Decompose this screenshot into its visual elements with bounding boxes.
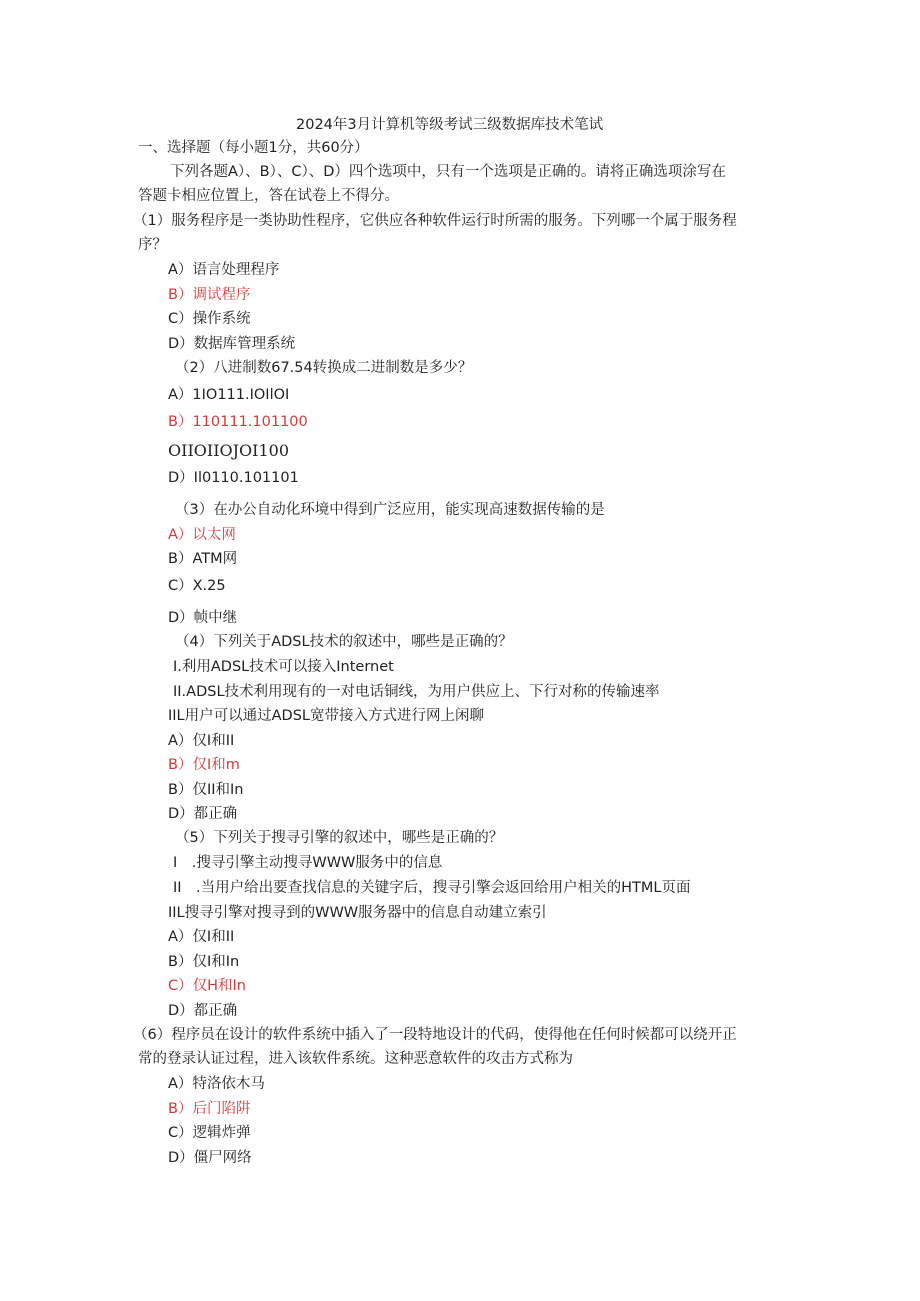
q4-statement-1: I.利用ADSL技术可以接入Internet	[173, 659, 394, 675]
q5-statement-1: I .搜寻引擎主动搜寻WWW服务中的信息	[173, 855, 443, 871]
q5-statement-3: IIL搜寻引擎对搜寻到的WWW服务器中的信息自动建立索引	[168, 905, 547, 921]
q6-stem-line-1: （6）程序员在设计的软件系统中插入了一段特地设计的代码，使得他在任何时候都可以绕开正	[133, 1027, 737, 1043]
q6-option-a: A）特洛依木马	[168, 1076, 265, 1092]
q4-option-a: A）仅I和II	[168, 733, 235, 749]
q4-option-d: D）都正确	[168, 806, 238, 822]
q2-option-d: D）Il0110.101101	[168, 470, 299, 486]
q2-option-a: A）1IO111.IOIlOI	[168, 387, 290, 403]
q5-stem: （5）下列关于搜寻引擎的叙述中，哪些是正确的？	[175, 830, 504, 846]
q1-option-d: D）数据库管理系统	[168, 336, 296, 352]
q4-statement-2: II.ADSL技术利用现有的一对电话铜线，为用户供应上、下行对称的传输速率	[173, 684, 660, 700]
q1-stem-line-1: （1）服务程序是一类协助性程序，它供应各种软件运行时所需的服务。下列哪一个属于服务程	[133, 213, 737, 229]
q3-stem: （3）在办公自动化环境中得到广泛应用，能实现高速数据传输的是	[175, 502, 605, 518]
instructions-line-1: 下列各题A）、B）、C）、D）四个选项中，只有一个选项是正确的。请将正确选项涂写在	[170, 164, 726, 180]
q3-option-a-answer: A）以太网	[168, 527, 236, 543]
q5-option-c-answer: C）仅H和In	[168, 978, 246, 994]
q5-option-d: D）都正确	[168, 1003, 238, 1019]
q5-statement-2: II .当用户给出要查找信息的关键字后，搜寻引擎会返回给用户相关的HTML页面	[173, 880, 691, 896]
q4-statement-3: IIL用户可以通过ADSL宽带接入方式进行网上闲聊	[168, 708, 484, 724]
q6-option-d: D）僵尸网络	[168, 1150, 252, 1166]
q5-option-b: B）仅I和In	[168, 954, 240, 970]
instructions-line-2: 答题卡相应位置上，答在试卷上不得分。	[138, 188, 399, 204]
section-heading: 一、选择题（每小题1分，共60分）	[138, 140, 369, 156]
q4-stem: （4）下列关于ADSL技术的叙述中，哪些是正确的？	[175, 634, 513, 650]
q3-option-c: C）X.25	[168, 578, 226, 594]
q6-stem-line-2: 常的登录认证过程，进入该软件系统。这种恶意软件的攻击方式称为	[138, 1051, 573, 1067]
q4-option-b-answer: B）仅I和m	[168, 757, 240, 773]
q2-option-c: OIIOIIOJOI100	[168, 441, 290, 460]
q5-option-a: A）仅I和II	[168, 929, 235, 945]
q2-option-b-answer: B）110111.101100	[168, 414, 308, 430]
q1-option-c: C）操作系统	[168, 311, 251, 327]
q1-option-a: A）语言处理程序	[168, 262, 280, 278]
q3-option-d: D）帧中继	[168, 610, 238, 626]
q6-option-b-answer: B）后门陷阱	[168, 1101, 251, 1117]
q3-option-b: B）ATM网	[168, 551, 238, 567]
q2-stem: （2）八进制数67.54转换成二进制数是多少？	[175, 360, 473, 376]
q4-option-c: B）仅II和In	[168, 782, 244, 798]
q1-stem-line-2: 序？	[138, 237, 167, 253]
document-title: 2024年3月计算机等级考试三级数据库技术笔试	[296, 117, 604, 133]
q6-option-c: C）逻辑炸弹	[168, 1125, 251, 1141]
q1-option-b-answer: B）调试程序	[168, 287, 251, 303]
